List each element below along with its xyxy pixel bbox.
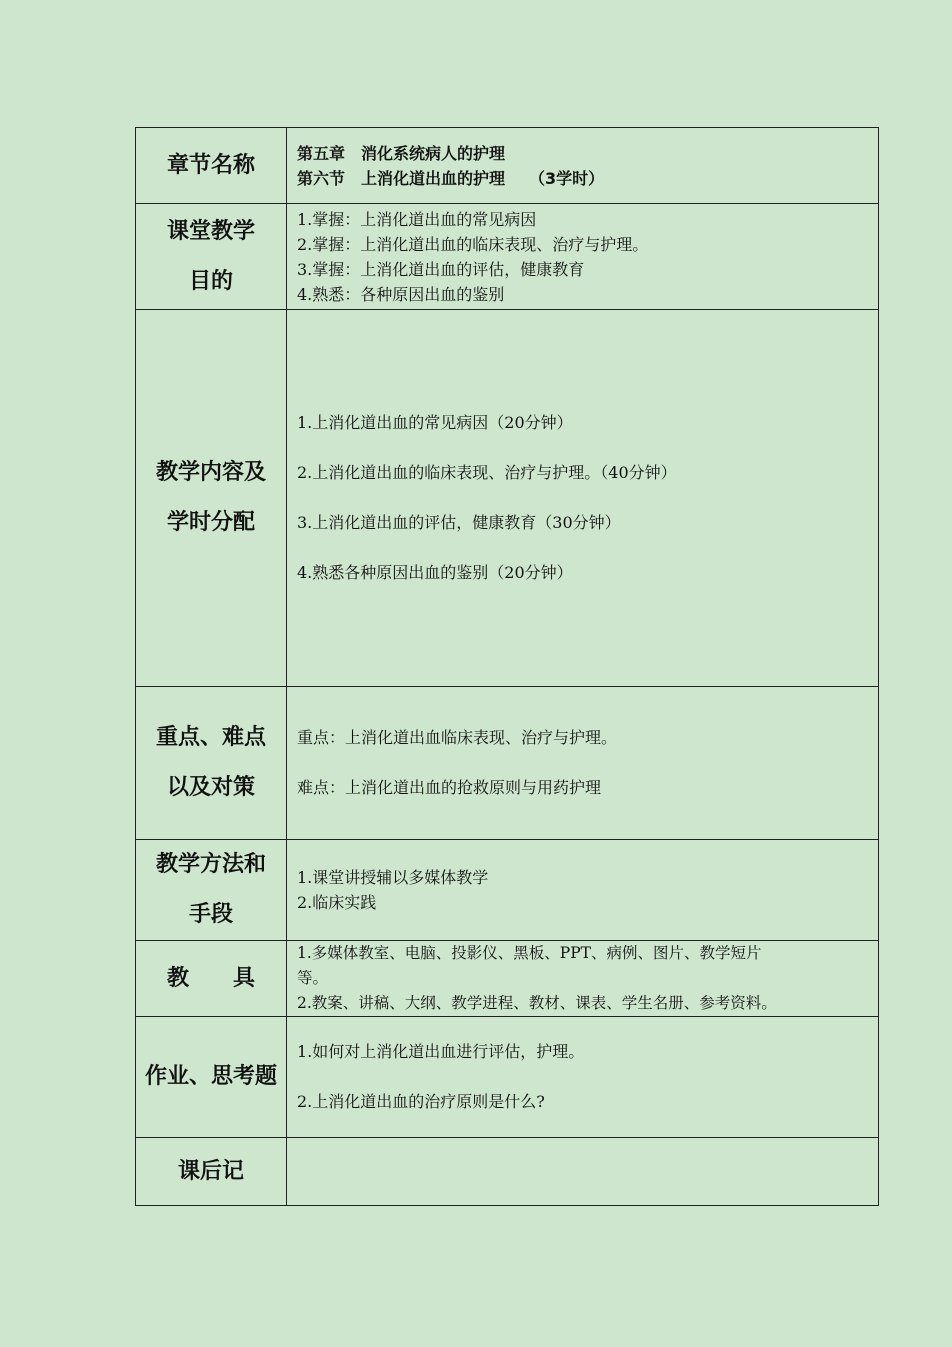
label-teaching-aids <box>136 941 287 1017</box>
label-teaching-objectives <box>136 204 287 310</box>
objective-item: 3.掌握：上消化道出血的评估，健康教育 <box>297 259 585 279</box>
aid-item: 2.教案、讲稿、大纲、教学进程、教材、课表、学生名册、参考资料。 <box>297 994 777 1012</box>
label-post-class-notes <box>136 1138 287 1206</box>
homework-item: 1.如何对上消化道出血进行评估，护理。 <box>297 1042 585 1061</box>
aid-item: 等。 <box>297 969 329 987</box>
label-line: 作业、思考题 <box>144 1064 277 1089</box>
label-line: 重点、难点 <box>155 725 266 750</box>
content-item: 2.上消化道出血的临床表现、治疗与护理。（40分钟） <box>297 463 677 482</box>
content-item: 1.上消化道出血的常见病因（20分钟） <box>297 413 573 432</box>
row-post-class-notes <box>136 1138 879 1206</box>
row-key-points <box>136 687 879 840</box>
row-content-hours <box>136 310 879 687</box>
label-homework <box>136 1017 287 1138</box>
label-line: 手段 <box>188 902 233 927</box>
label-line: 课堂教学 <box>166 218 255 244</box>
key-point-item: 重点：上消化道出血临床表现、治疗与护理。 <box>297 728 618 747</box>
method-item: 2.临床实践 <box>297 893 377 912</box>
label-chapter-name <box>136 128 287 204</box>
label-line: 教学内容及 <box>155 460 266 485</box>
label-content-hours <box>136 310 287 687</box>
chapter-title: 第五章 消化系统病人的护理 <box>297 143 506 163</box>
label-line: 学时分配 <box>166 510 255 535</box>
post-class-notes-cell <box>287 1138 879 1206</box>
teaching-methods-cell <box>287 840 879 941</box>
row-teaching-methods <box>136 840 879 941</box>
content-item: 4.熟悉各种原因出血的鉴别（20分钟） <box>297 563 573 582</box>
key-points-cell <box>287 687 879 840</box>
content-hours-cell <box>287 310 879 687</box>
objectives-cell <box>287 204 879 310</box>
method-item: 1.课堂讲授辅以多媒体教学 <box>297 868 489 887</box>
label-key-points <box>136 687 287 840</box>
label-line: 目的 <box>188 268 233 294</box>
chapter-title-cell <box>287 128 879 204</box>
difficulty-item: 难点：上消化道出血的抢救原则与用药护理 <box>297 778 602 797</box>
row-teaching-aids <box>136 941 879 1017</box>
objective-item: 2.掌握：上消化道出血的临床表现、治疗与护理。 <box>297 234 649 254</box>
label-teaching-methods <box>136 840 287 941</box>
label-part: 具 <box>233 965 256 991</box>
section-title: 第六节 上消化道出血的护理 （3学时） <box>297 168 605 188</box>
homework-item: 2.上消化道出血的治疗原则是什么? <box>297 1092 545 1111</box>
row-teaching-objectives <box>136 204 879 310</box>
label-line: 章节名称 <box>166 152 255 178</box>
objective-item: 4.熟悉：各种原因出血的鉴别 <box>297 284 505 304</box>
label-line: 教学方法和 <box>155 852 266 877</box>
lesson-plan-table <box>135 127 879 1206</box>
objective-item: 1.掌握：上消化道出血的常见病因 <box>297 209 537 229</box>
label-line: 课后记 <box>177 1158 244 1184</box>
row-homework <box>136 1017 879 1138</box>
label-part: 教 <box>166 965 189 991</box>
aid-item: 1.多媒体教室、电脑、投影仪、黑板、PPT、病例、图片、教学短片 <box>297 944 762 962</box>
content-item: 3.上消化道出血的评估，健康教育（30分钟） <box>297 513 621 532</box>
row-chapter-name <box>136 128 879 204</box>
homework-cell <box>287 1017 879 1138</box>
teaching-aids-cell <box>287 941 879 1017</box>
label-line: 以及对策 <box>166 775 255 800</box>
